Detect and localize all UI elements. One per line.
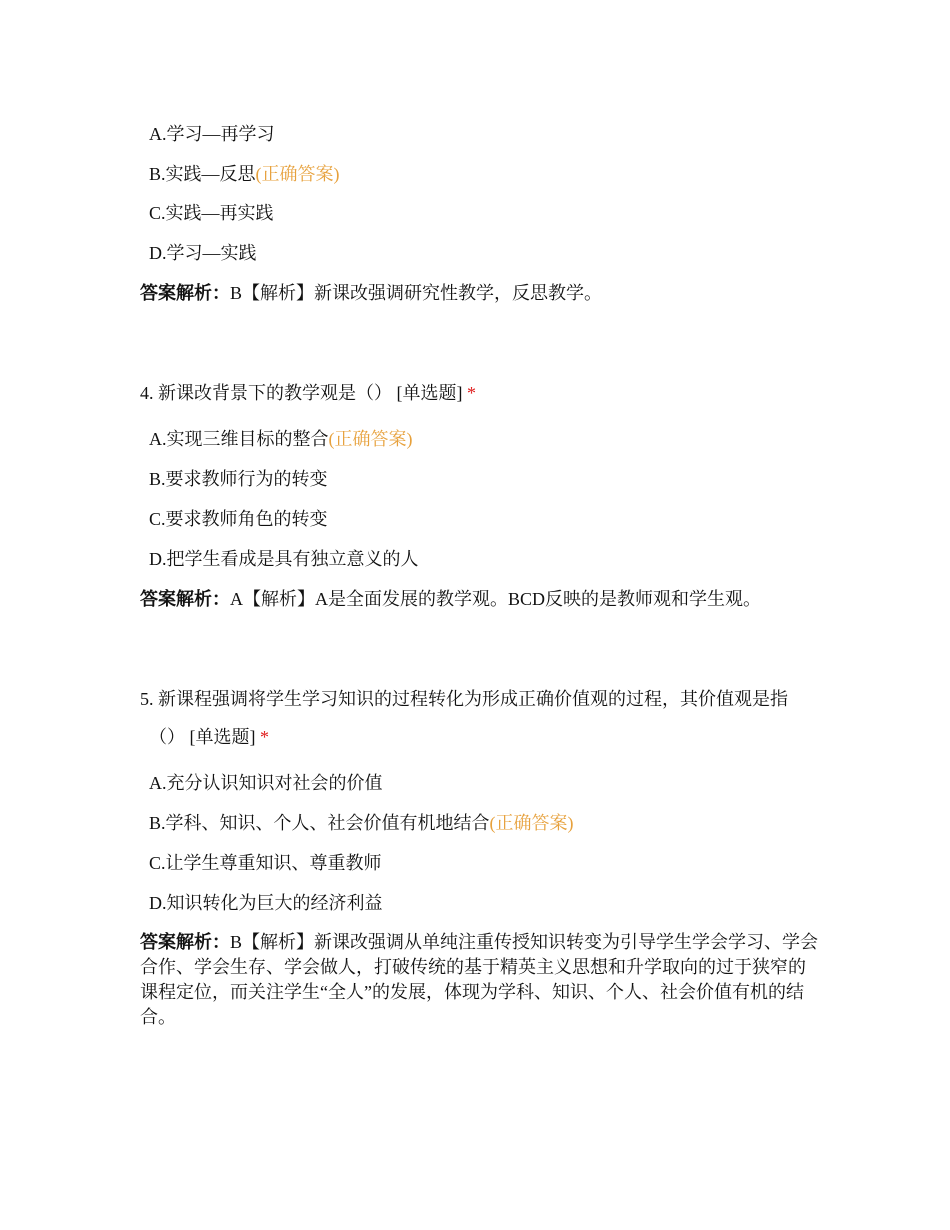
q3-option-c	[149, 201, 274, 225]
q3-option-d	[149, 241, 257, 265]
question-stem: 4. 新课改背景下的教学观是（）	[140, 383, 392, 403]
analysis-text: A【解析】A是全面发展的教学观。BCD反映的是教师观和学生观。	[230, 589, 762, 609]
analysis-label: 答案解析：	[140, 283, 230, 303]
q4-option-b	[149, 467, 328, 491]
q4-option-c	[149, 507, 328, 531]
question-stem-continued: （）	[149, 727, 185, 747]
option-text: C.实践—再实践	[149, 203, 274, 223]
question-stem: 5. 新课程强调将学生学习知识的过程转化为形成正确价值观的过程，其价值观是指	[140, 689, 788, 709]
option-text: B.实践—反思	[149, 164, 256, 184]
q4-analysis	[140, 587, 761, 611]
question-type: [单选题]	[189, 727, 256, 747]
q5-option-a	[149, 771, 383, 795]
correct-answer-mark: (正确答案)	[255, 164, 340, 184]
option-text: C.要求教师角色的转变	[149, 509, 328, 529]
analysis-text: B【解析】新课改强调研究性教学，反思教学。	[230, 283, 603, 303]
option-text: C.让学生尊重知识、尊重教师	[149, 853, 382, 873]
analysis-text: B【解析】新课改强调从单纯注重传授知识转变为引导学生学会学习、学会合作、学会生存、学会做人，打破传统的基于精英主义思想和升学取向的过于狭窄的课程定位，而关注学生“全人”的发展，体现为学科、知识、个人、社会价值有机的结合。	[140, 932, 819, 1027]
q3-option-a	[149, 122, 275, 146]
option-text: D.知识转化为巨大的经济利益	[149, 893, 383, 913]
q4-option-a	[149, 427, 413, 451]
option-text: B.学科、知识、个人、社会价值有机地结合	[149, 813, 490, 833]
q4-stem	[140, 381, 476, 405]
q5-option-d	[149, 891, 383, 915]
q5-stem-line2	[149, 725, 269, 749]
q3-option-b	[149, 162, 340, 186]
q3-analysis	[140, 281, 602, 305]
correct-answer-mark: (正确答案)	[489, 813, 574, 833]
option-text: D.把学生看成是具有独立意义的人	[149, 549, 419, 569]
q5-option-c	[149, 851, 382, 875]
option-text: B.要求教师行为的转变	[149, 469, 328, 489]
analysis-label: 答案解析：	[140, 589, 230, 609]
option-text: D.学习—实践	[149, 243, 257, 263]
q5-analysis	[140, 930, 820, 1030]
required-mark: *	[260, 727, 269, 747]
option-text: A.充分认识知识对社会的价值	[149, 773, 383, 793]
required-mark: *	[467, 383, 476, 403]
q4-option-d	[149, 547, 419, 571]
option-text: A.学习—再学习	[149, 124, 275, 144]
analysis-label: 答案解析：	[140, 932, 230, 952]
correct-answer-mark: (正确答案)	[328, 429, 413, 449]
option-text: A.实现三维目标的整合	[149, 429, 329, 449]
q5-stem-line1	[140, 687, 788, 711]
q5-option-b	[149, 811, 574, 835]
question-type: [单选题]	[396, 383, 463, 403]
